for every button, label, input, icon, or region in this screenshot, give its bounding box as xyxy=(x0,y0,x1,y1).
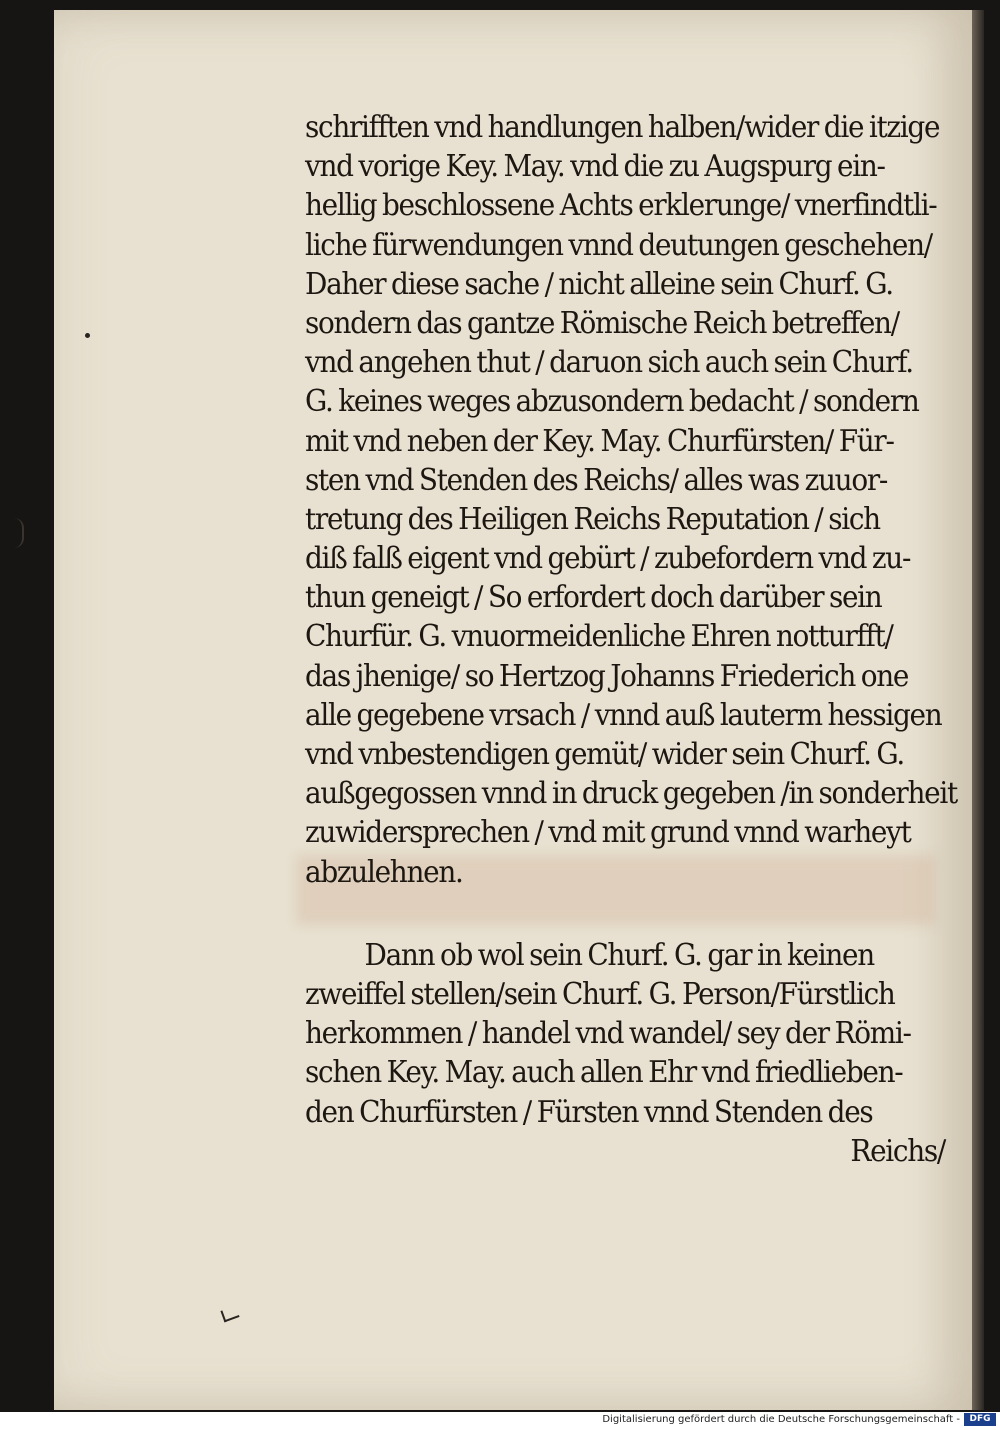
paragraph-2 xyxy=(305,936,945,1171)
text-line: den Churfürsten / Fürsten vnnd Stenden des xyxy=(305,1094,873,1130)
text-line: G. keines weges abzusondern bedacht / sondern xyxy=(305,384,919,420)
text-line: tretung des Heiligen Reichs Reputation / sich xyxy=(305,501,880,537)
text-line: Daher diese sache / nicht alleine sein Churf. G. xyxy=(305,266,893,302)
ink-dot xyxy=(85,333,90,338)
text-line: vnd angehen thut / daruon sich auch sein Churf. xyxy=(305,345,913,381)
text-line: Churfür. G. vnuormeidenliche Ehren notturfft/ xyxy=(305,619,893,655)
text-line: vnd vorige Key. May. vnd die zu Augspurg ein- xyxy=(305,149,885,185)
text-block xyxy=(305,108,957,1171)
text-line: thun geneigt / So erfordert doch darüber sein xyxy=(305,580,882,616)
paragraph-1 xyxy=(305,108,957,892)
page-edge xyxy=(972,10,984,1410)
catchword: Reichs/ xyxy=(850,1133,945,1169)
text-line: zuwidersprechen / vnd mit grund vnnd warheyt xyxy=(305,815,911,851)
text-line: diß falß eigent vnd gebürt / zubefordern vnd zu- xyxy=(305,541,911,577)
text-line: mit vnd neben der Key. May. Churfürsten/ Für- xyxy=(305,423,894,459)
text-line: herkommen / handel vnd wandel/ sey der Römi- xyxy=(305,1016,911,1052)
text-line: Dann ob wol sein Churf. G. gar in keinen xyxy=(364,937,874,973)
text-line: schen Key. May. auch allen Ehr vnd friedlieben- xyxy=(305,1055,903,1091)
dfg-logo: DFG xyxy=(964,1413,996,1426)
text-line: zweiffel stellen/sein Churf. G. Person/Fürstlich xyxy=(305,976,895,1012)
margin-mark xyxy=(0,518,24,548)
text-line: vnd vnbestendigen gemüt/ wider sein Churf. G. xyxy=(305,737,904,772)
text-line: sondern das gantze Römische Reich betreffen/ xyxy=(305,305,899,341)
funding-credit: Digitalisierung gefördert durch die Deutsche Forschungsgemeinschaft - xyxy=(602,1414,960,1425)
text-line: sten vnd Stenden des Reichs/ alles was zuuor- xyxy=(305,462,888,498)
text-line: das jhenige/ so Hertzog Johanns Friederich one xyxy=(305,658,909,694)
text-line: schrifften vnd handlungen halben/wider die itzige xyxy=(305,110,940,145)
text-line: außgegossen vnnd in druck gegeben /in sonderheit xyxy=(305,776,957,812)
text-line: abzulehnen. xyxy=(305,854,463,890)
text-line: hellig beschlossene Achts erklerunge/ vnerfindtli- xyxy=(305,188,937,224)
text-line: alle gegebene vrsach / vnnd auß lauterm hessigen xyxy=(305,697,942,733)
text-line: liche fürwendungen vnnd deutungen geschehen/ xyxy=(305,227,932,263)
